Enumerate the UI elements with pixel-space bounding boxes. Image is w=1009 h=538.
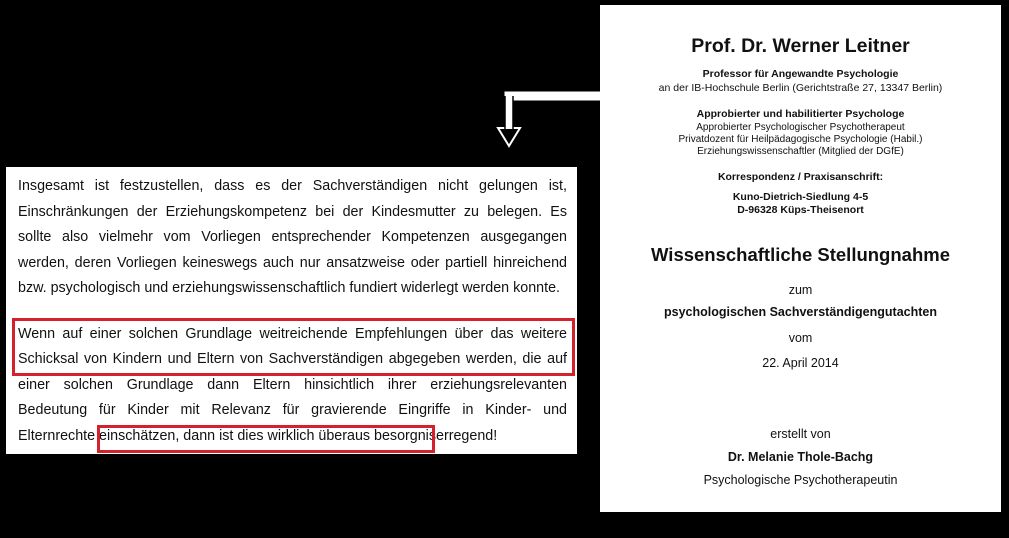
title-page — [600, 5, 1001, 512]
document-title: Wissenschaftliche Stellungnahme — [651, 244, 950, 265]
connector-arrow — [495, 90, 605, 160]
qualification-2: Privatdozent für Heilpädagogische Psychologie (Habil.) — [678, 134, 923, 145]
qualification-1: Approbierter Psychologischer Psychotherapeut — [696, 122, 905, 133]
author-institution: an der IB-Hochschule Berlin (Gerichtstraße 27, 13347 Berlin) — [658, 82, 943, 94]
address-line-2: D-96328 Küps-Theisenort — [737, 204, 864, 216]
address-head: Korrespondenz / Praxisanschrift: — [717, 171, 884, 183]
author-name: Prof. Dr. Werner Leitner — [691, 35, 910, 57]
erstellt-label: erstellt von — [770, 427, 831, 441]
excerpt-paragraph-2: Wenn auf einer solchen Grundlage weitreichende Empfehlungen über das weitere Schicksal von Kindern und Eltern von Sachverständigen abgegeben werden, die auf einer solchen Grundlage dann Eltern hinsichtlich ihrer erziehungsrelevanten Bedeutung für Kinder mit Relevanz für gravierende Eingriffe in Kinder- und Elternrechte einschätzen, dann ist dies wirklich überaus besorgniserregend! — [18, 325, 567, 444]
document-excerpt — [6, 167, 577, 454]
expert-role: Psychologische Psychotherapeutin — [703, 473, 898, 487]
qualification-head: Approbierter und habilitierter Psychologe — [696, 108, 905, 120]
zum-label: zum — [788, 283, 813, 297]
author-position: Professor für Angewandte Psychologie — [702, 68, 899, 80]
excerpt-paragraph-1: Insgesamt ist festzustellen, dass es der Sachverständigen nicht gelungen ist, Einschränkungen der Erziehungskompetenz bei der Kindesmutter zu belegen. Es sollte also vielmehr vom Vorliegen entsprechender Kompetenzen ausgegangen werden, deren Vorliegen keineswegs auch nur ansatzweise oder partiell hinreichend bzw. psychologisch und erziehungswissenschaftlich fundiert widerlegt werden konnte. — [18, 178, 567, 296]
document-subject: psychologischen Sachverständigengutachten — [664, 305, 937, 319]
highlight-box-1 — [12, 318, 575, 376]
expert-name: Dr. Melanie Thole-Bachg — [727, 450, 874, 464]
address-line-1: Kuno-Dietrich-Siedlung 4-5 — [732, 191, 869, 203]
vom-label: vom — [788, 331, 813, 345]
document-date: 22. April 2014 — [762, 356, 839, 370]
highlight-box-2 — [97, 425, 435, 453]
qualification-3: Erziehungswissenschaftler (Mitglied der DGfE) — [697, 146, 904, 157]
